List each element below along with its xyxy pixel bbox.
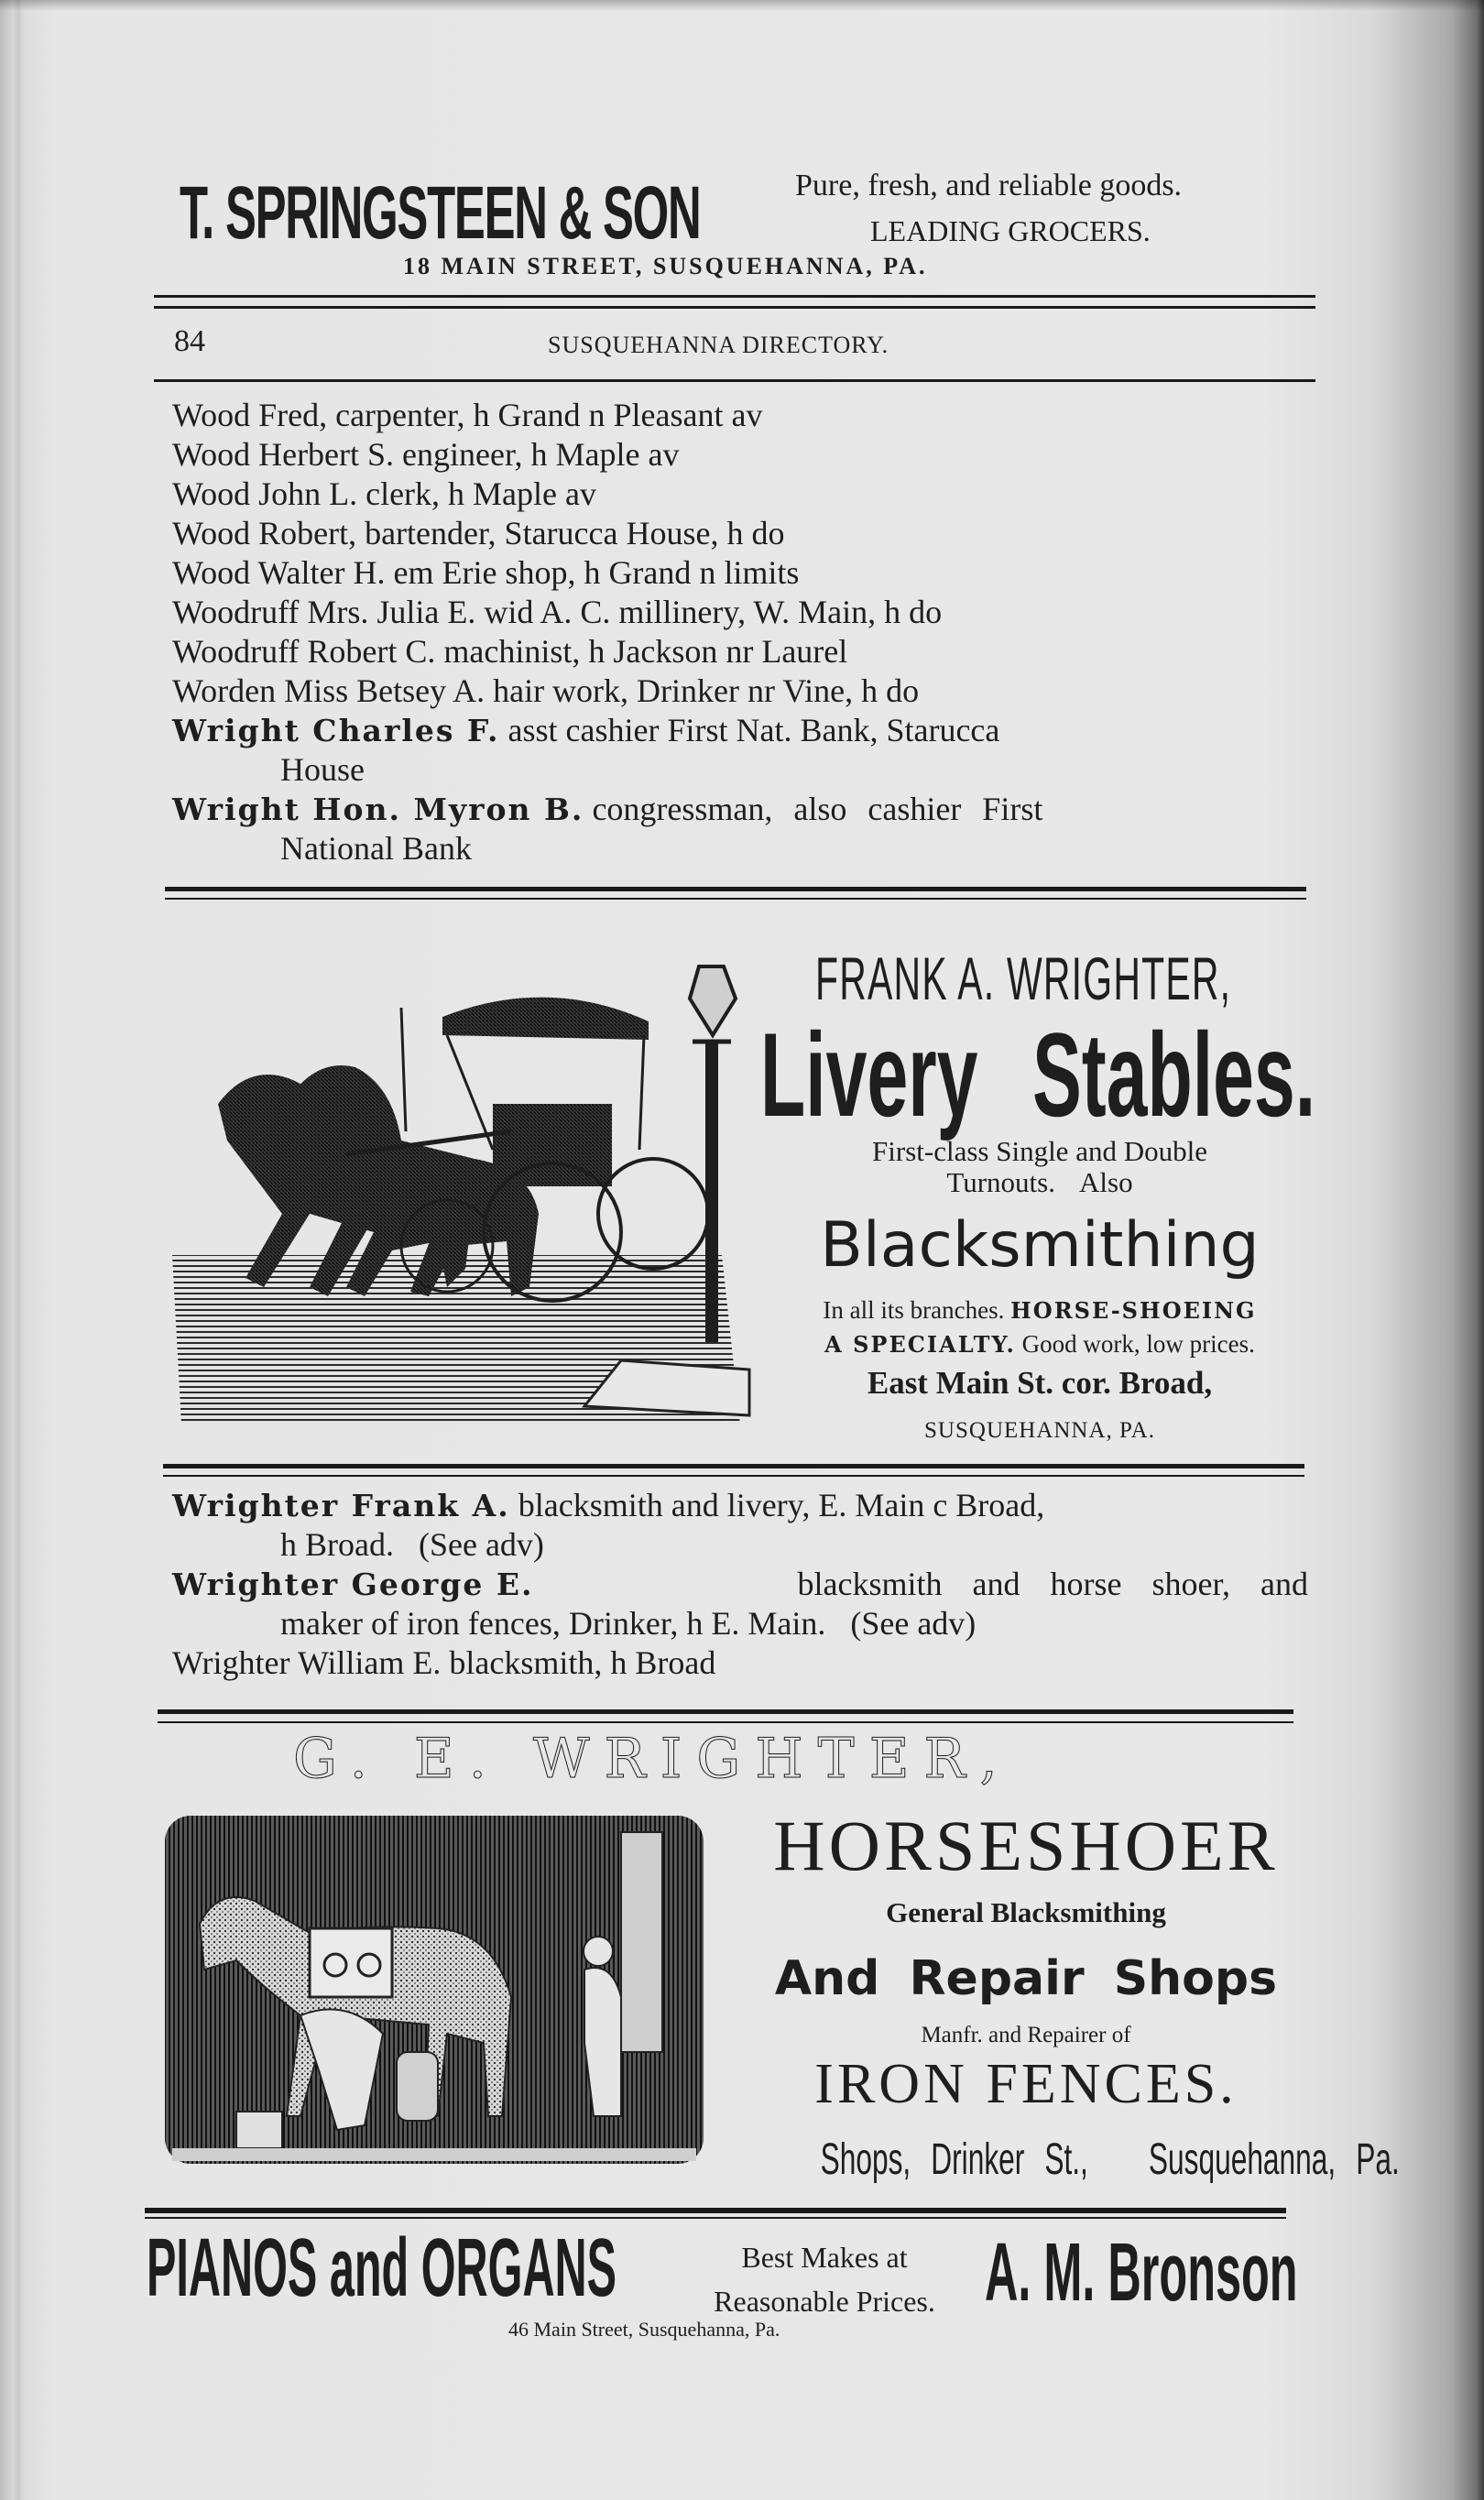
- entry-text: asst cashier First Nat. Bank, Starucca: [507, 712, 1000, 748]
- springsteen-trade: LEADING GROCERS.: [870, 214, 1151, 247]
- entry-text: blacksmith and livery, E. Main c Broad,: [518, 1487, 1045, 1523]
- section-rule-thick: [165, 887, 1306, 891]
- entry-text: Wood Robert, bartender, Starucca House, h do: [172, 515, 785, 551]
- entry-name: Wright Charles F.: [172, 713, 500, 748]
- entry-text: Wood John L. clerk, h Maple av: [172, 475, 596, 512]
- livery-line-2: Turnouts. Also: [946, 1166, 1133, 1198]
- directory-entry: [172, 632, 1317, 671]
- directory-entry: [172, 475, 1317, 514]
- livery-specialty: [756, 1294, 1324, 1361]
- section-rule-thin: [165, 898, 1306, 900]
- street-lamp: [690, 966, 736, 1035]
- carriage-illustration: [163, 939, 754, 1434]
- livery-city: SUSQUEHANNA, PA.: [924, 1418, 1155, 1443]
- buggy-canopy: [442, 998, 649, 1040]
- double-rule-bottom: [154, 306, 1315, 309]
- specialty-text: A SPECIALTY.: [824, 1331, 1016, 1358]
- section-rule-thin: [145, 2217, 1286, 2219]
- livery-line-1: First-class Single and Double: [872, 1135, 1207, 1167]
- good-work-text: Good work, low prices.: [1021, 1330, 1255, 1358]
- entry-continuation: House: [280, 751, 365, 788]
- entry-text: congressman, also cashier First: [592, 791, 1043, 827]
- piano-product: PIANOS and ORGANS: [147, 2222, 617, 2314]
- entry-continuation: h Broad. (See adv): [280, 1526, 544, 1563]
- directory-entry-bold: [172, 790, 1317, 868]
- directory-entry-bold: [172, 711, 1317, 790]
- floor: [172, 2148, 696, 2161]
- entry-text: blacksmith and horse shoer, and: [797, 1566, 1308, 1602]
- horseshoer-line-1: General Blacksmithing: [886, 1896, 1166, 1928]
- horseshoer-line-2: And Repair Shops: [774, 1951, 1278, 2006]
- piano-tagline-2: Reasonable Prices.: [714, 2285, 935, 2318]
- entry-text: Worden Miss Betsey A. hair work, Drinker nr Vine, h do: [172, 672, 920, 709]
- entry-continuation: maker of iron fences, Drinker, h E. Main. (See adv): [280, 1605, 977, 1642]
- buggy-wheel: [598, 1159, 708, 1269]
- section-rule-thin: [163, 1475, 1304, 1477]
- directory-entry: [172, 514, 1317, 553]
- entry-text: Wood Fred, carpenter, h Grand n Pleasant av: [172, 397, 763, 433]
- blacksmith-illustration: [163, 1814, 705, 2176]
- springsteen-address: 18 MAIN STREET, SUSQUEHANNA, PA.: [403, 253, 928, 279]
- whip: [401, 1008, 406, 1131]
- entry-text: Wood Herbert S. engineer, h Maple av: [172, 436, 680, 473]
- livery-description: [756, 1136, 1324, 1198]
- barrel: [397, 2052, 438, 2121]
- entry-continuation: National Bank: [280, 830, 472, 867]
- piano-tagline-1: Best Makes at: [741, 2241, 908, 2274]
- directory-entry: [172, 671, 1317, 711]
- entry-text: Wrighter William E. blacksmith, h Broad: [172, 1644, 716, 1681]
- entry-text: Woodruff Robert C. machinist, h Jackson nr Laurel: [172, 633, 848, 670]
- directory-entry: [172, 435, 1317, 475]
- entry-name: Wrighter Frank A.: [172, 1488, 510, 1523]
- entry-text: Wood Walter H. em Erie shop, h Grand n limits: [172, 554, 800, 591]
- piano-address: 46 Main Street, Susquehanna, Pa.: [508, 2318, 780, 2341]
- directory-entry: [172, 593, 1317, 632]
- anvil: [236, 2112, 282, 2148]
- horseshoer-address: Shops, Drinker St., Susquehanna, Pa.: [820, 2135, 1400, 2184]
- horseshoer-line-4: IRON FENCES.: [814, 2053, 1238, 2115]
- blacksmith-standing: [584, 1968, 621, 2116]
- horseshoer-trade: HORSESHOER: [773, 1806, 1279, 1885]
- page-number: 84: [174, 324, 205, 358]
- section-rule-thick: [145, 2208, 1286, 2213]
- piano-tagline: [678, 2235, 971, 2323]
- springsteen-tagline: Pure, fresh, and reliable goods.: [795, 169, 1183, 202]
- directory-entries-top: [172, 396, 1317, 868]
- entry-text: Woodruff Mrs. Julia E. wid A. C. millinery, W. Main, h do: [172, 594, 943, 630]
- directory-entries-middle: [172, 1486, 1308, 1683]
- directory-entry: [172, 553, 1317, 593]
- horseshoer-line-3: Manfr. and Repairer of: [921, 2023, 1131, 2047]
- buggy-body: [493, 1104, 612, 1186]
- livery-service: Blacksmithing: [820, 1209, 1260, 1282]
- piano-dealer: A. M. Bronson: [985, 2227, 1298, 2319]
- livery-headline: Livery Stables.: [760, 1008, 1316, 1141]
- lamp-post: [705, 1040, 718, 1342]
- section-rule-thick: [158, 1709, 1293, 1714]
- running-head-rule: [154, 379, 1315, 382]
- livery-address: East Main St. cor. Broad,: [867, 1365, 1213, 1401]
- horseshoer-proprietor: G. E. WRIGHTER,: [293, 1727, 1012, 1791]
- branches-text: In all its branches.: [823, 1296, 1005, 1324]
- page-top-shadow: [0, 0, 1484, 11]
- directory-entry-bold: [172, 1486, 1308, 1565]
- section-rule-thin: [158, 1721, 1293, 1723]
- section-rule-thick: [163, 1464, 1304, 1468]
- page-title: SUSQUEHANNA DIRECTORY.: [548, 332, 889, 358]
- directory-entry: [172, 396, 1317, 435]
- livery-proprietor: FRANK A. WRIGHTER,: [815, 944, 1232, 1012]
- directory-entry: [172, 1643, 1308, 1683]
- entry-name: Wrighter George E.: [172, 1567, 534, 1602]
- springsteen-business-name: T. SPRINGSTEEN & SON: [180, 171, 701, 255]
- entry-name: Wright Hon. Myron B.: [172, 791, 584, 827]
- double-rule-top: [154, 295, 1315, 298]
- chimney: [621, 1832, 662, 2052]
- horseshoeing-text: HORSE-SHOEING: [1010, 1297, 1257, 1324]
- directory-entry-bold: [172, 1565, 1308, 1643]
